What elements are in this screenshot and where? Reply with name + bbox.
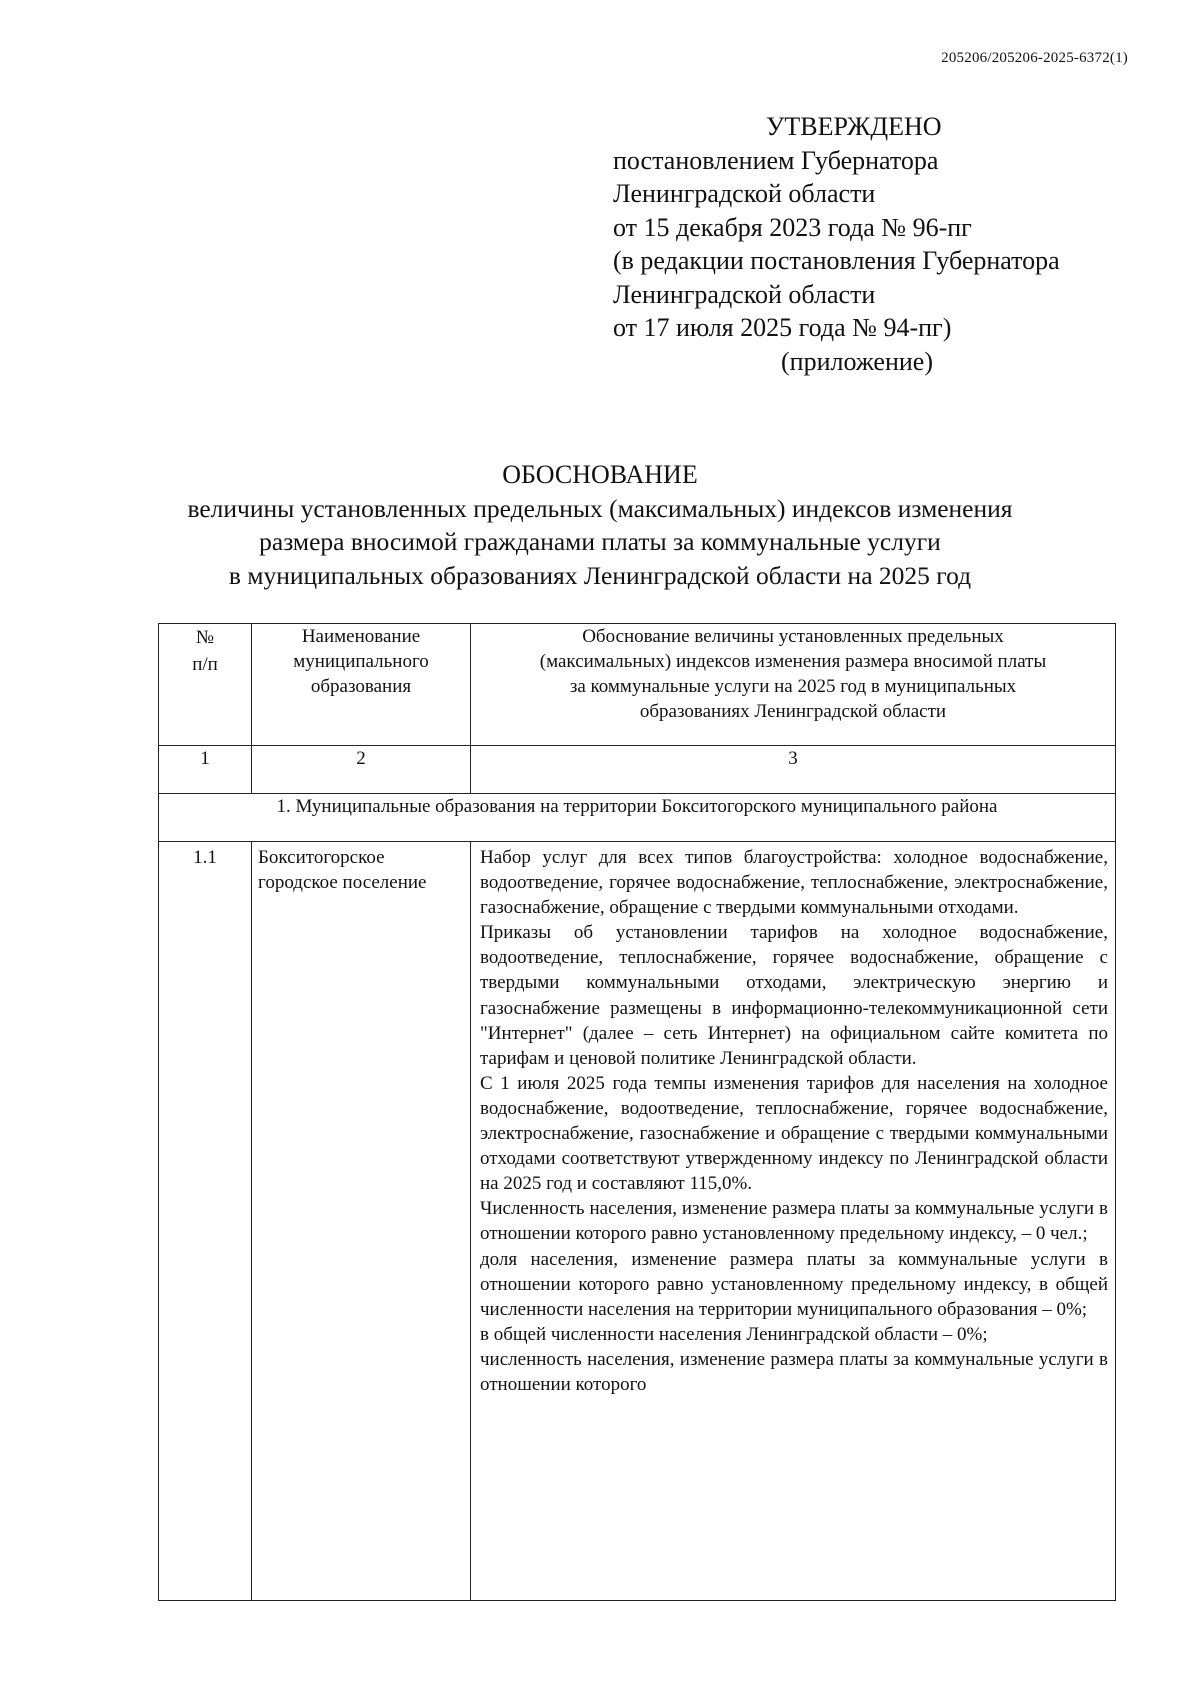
header-name-line: Наименование xyxy=(301,626,421,647)
column-number: 2 xyxy=(252,746,471,794)
header-text-line: (максимальных) индексов изменения размера вносимой платы xyxy=(539,651,1047,672)
header-text-line: Обоснование величины установленных предельных xyxy=(582,626,1004,647)
appendix-label: (приложение) xyxy=(781,346,934,376)
document-number: 205206/205206-2025-6372(1) xyxy=(941,50,1128,66)
approval-block xyxy=(613,110,1060,378)
justification-table xyxy=(158,623,1116,1601)
title-sub-line: в муниципальных образованиях Ленинградской области на 2025 год xyxy=(228,560,972,590)
justification-paragraph: Приказы об установлении тарифов на холодное водоснабжение, водоотведение, теплоснабжение, горячее водоснабжение, обращение с твердыми коммунальными отходами, электрическую энергию и газоснабжение размещены в информационно-телекоммуникационной сети "Интернет" (далее – сеть Интернет) на официальном сайте комитета по тарифам и ценовой политике Ленинградской области. xyxy=(480,922,1108,1069)
justification-paragraph: С 1 июля 2025 года темпы изменения тарифов для населения на холодное водоснабжение, водоотведение, теплоснабжение, горячее водоснабжение, электроснабжение, газоснабжение и обращение с твердыми коммунальными отходами соответствуют утвержденному индексу по Ленинградской области на 2025 год и составляют 115,0%. xyxy=(480,1072,1108,1195)
header-text-line: образованиях Ленинградской области xyxy=(639,701,947,722)
document-title xyxy=(0,458,1200,592)
municipality-name-line: Бокситогорское xyxy=(258,847,385,868)
header-num-line: № xyxy=(195,627,215,648)
approval-line: Ленинградской области xyxy=(613,279,876,309)
header-name xyxy=(252,624,471,746)
justification-paragraph: Численность населения, изменение размера платы за коммунальные услуги в отношении которого равно установленному предельному индексу, – 0 чел.; xyxy=(480,1198,1108,1245)
approval-line: (в редакции постановления Губернатора xyxy=(613,246,1060,275)
justification-paragraph: в общей численности населения Ленинградской области – 0%; xyxy=(480,1323,988,1345)
row-number: 1.1 xyxy=(159,842,252,1601)
title-main: ОБОСНОВАНИЕ xyxy=(502,460,698,489)
table-header-row xyxy=(159,624,1116,746)
header-num-line: п/п xyxy=(192,654,218,675)
approval-line: от 15 декабря 2023 года № 96-пг xyxy=(613,212,972,242)
approval-line: постановлением Губернатора xyxy=(613,145,939,175)
column-number-row xyxy=(159,746,1116,794)
section-heading: 1. Муниципальные образования на территории Бокситогорского муниципального района xyxy=(159,794,1116,842)
justification-paragraph: Набор услуг для всех типов благоустройства: холодное водоснабжение, водоотведение, горячее водоснабжение, теплоснабжение, электроснабжение, газоснабжение, обращение с твердыми коммунальными отходами. xyxy=(480,847,1108,919)
municipality-name-line: городское поселение xyxy=(258,872,427,893)
title-sub-line: размера вносимой гражданами платы за коммунальные услуги xyxy=(259,527,941,556)
title-sub-line: величины установленных предельных (максимальных) индексов изменения xyxy=(187,493,1013,523)
header-text-line: за коммунальные услуги на 2025 год в муниципальных xyxy=(569,676,1017,697)
section-row xyxy=(159,794,1116,842)
column-number: 1 xyxy=(159,746,252,794)
header-name-line: образования xyxy=(310,676,412,697)
approved-heading: УТВЕРЖДЕНО xyxy=(766,112,942,141)
justification-paragraph: численность населения, изменение размера платы за коммунальные услуги в отношении которого xyxy=(480,1348,1108,1395)
approval-line: от 17 июля 2025 года № 94-пг) xyxy=(613,313,952,342)
municipality-name xyxy=(252,842,471,1601)
justification-paragraph: доля населения, изменение размера платы за коммунальные услуги в отношении которого равно установленному предельному индексу, в общей численности населения на территории муниципального образования – 0%; xyxy=(480,1248,1108,1320)
approval-line: Ленинградской области xyxy=(613,179,876,208)
header-num xyxy=(159,624,252,746)
column-number: 3 xyxy=(471,746,1116,794)
header-text xyxy=(471,624,1116,746)
table-row xyxy=(159,842,1116,1601)
header-name-line: муниципального xyxy=(293,651,429,672)
justification-text xyxy=(471,842,1116,1601)
